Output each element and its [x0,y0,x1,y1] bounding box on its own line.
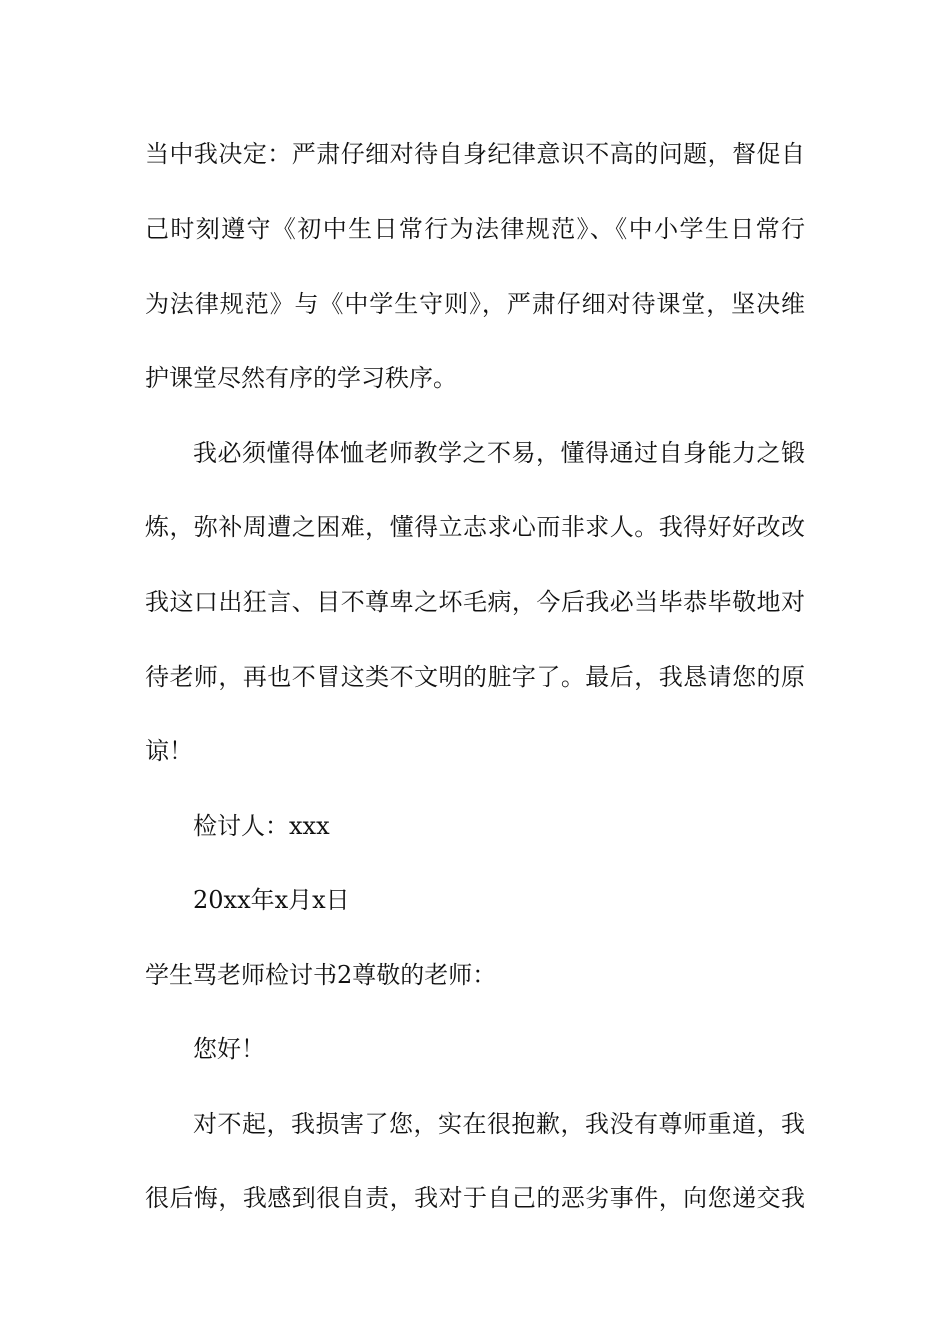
paragraph-line: 为法律规范》与《中学生守则》，严肃仔细对待课堂，坚决维 [145,290,805,318]
paragraph-line: 己时刻遵守《初中生日常行为法律规范》、《中小学生日常行 [145,215,805,243]
paragraph-line: 对不起，我损害了您，实在很抱歉，我没有尊师重道，我 [193,1110,805,1138]
paragraph-line: 我必须懂得体恤老师教学之不易，懂得通过自身能力之锻 [193,439,805,467]
signature-date: 20xx年x月x日 [193,886,350,914]
greeting: 您好！ [193,1035,265,1063]
paragraph-line: 护课堂尽然有序的学习秩序。 [145,364,457,392]
paragraph-line: 谅！ [145,737,193,765]
paragraph-line: 待老师，再也不冒这类不文明的脏字了。最后，我恳请您的原 [145,663,805,691]
paragraph-line: 当中我决定：严肃仔细对待自身纪律意识不高的问题，督促自 [145,140,805,168]
letter-heading: 学生骂老师检讨书2尊敬的老师： [145,961,497,989]
paragraph-line: 炼，弥补周遭之困难，懂得立志求心而非求人。我得好好改改 [145,513,805,541]
signature-author: 检讨人：xxx [193,812,330,840]
paragraph-line: 我这口出狂言、目不尊卑之坏毛病，今后我必当毕恭毕敬地对 [145,588,805,616]
paragraph-line: 很后悔，我感到很自责，我对于自己的恶劣事件，向您递交我 [145,1184,805,1212]
